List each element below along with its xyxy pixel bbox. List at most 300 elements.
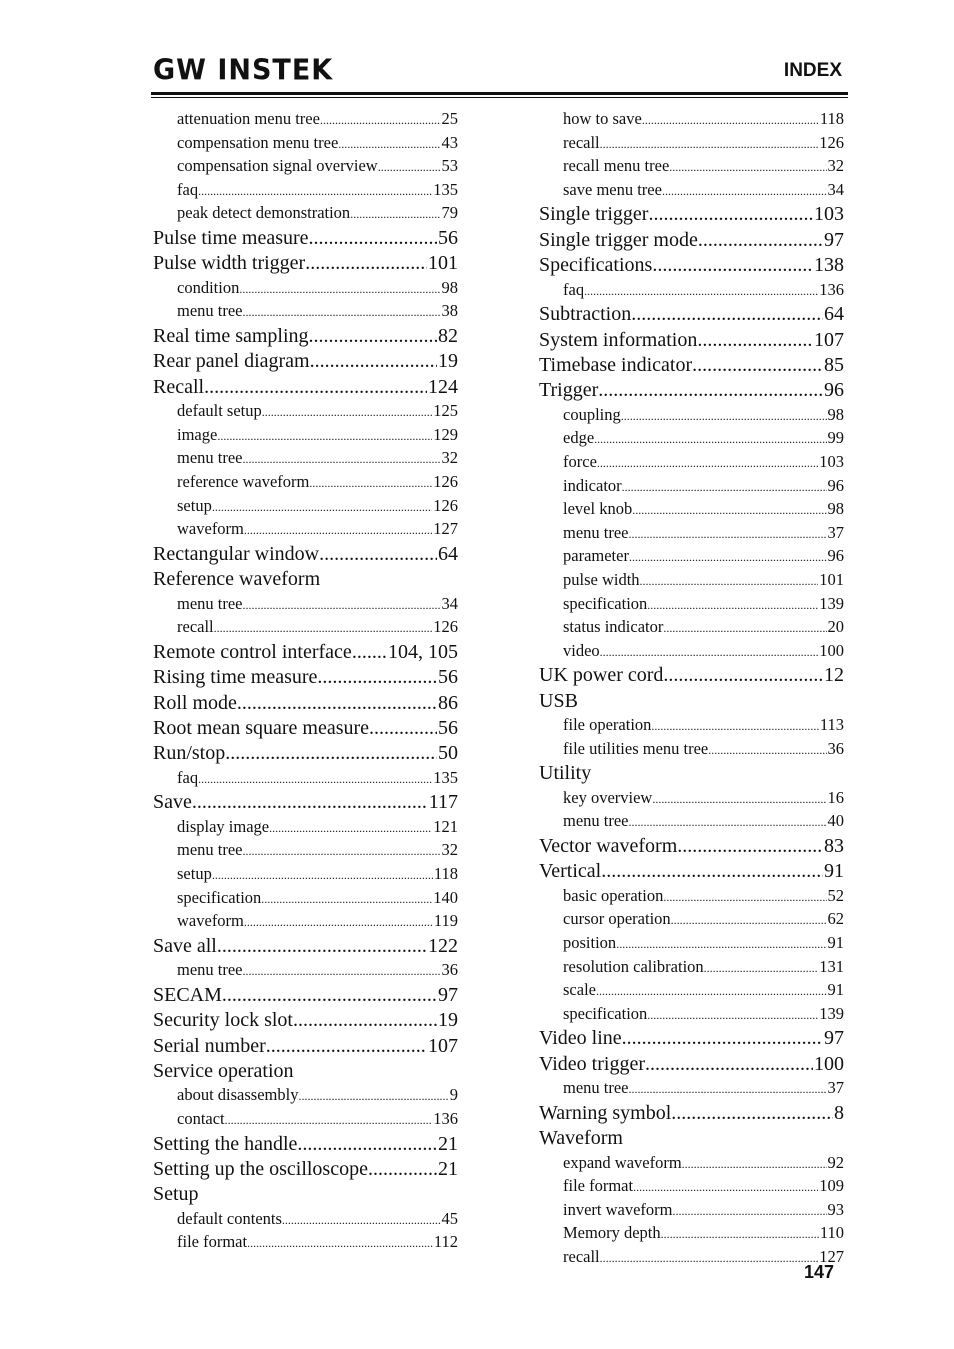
index-term: indicator <box>563 475 622 495</box>
index-term: Security lock slot <box>153 1009 293 1032</box>
index-entry <box>153 567 458 592</box>
index-term: Specifications <box>539 254 653 277</box>
index-subentry <box>153 593 458 617</box>
index-subentry <box>539 475 844 499</box>
index-term: pulse width <box>563 569 640 589</box>
dot-leader <box>632 499 826 522</box>
dot-leader <box>704 957 819 980</box>
index-page-ref: 34 <box>827 179 844 199</box>
index-entry <box>153 1182 458 1207</box>
dot-leader <box>663 617 826 640</box>
index-page-ref: 93 <box>827 1199 844 1219</box>
dot-leader <box>293 1008 437 1033</box>
index-subentry <box>539 498 844 522</box>
dot-leader <box>269 817 432 840</box>
index-term: faq <box>177 179 199 199</box>
index-term: Single trigger <box>539 203 649 226</box>
index-term: Serial number <box>153 1034 266 1057</box>
index-entry <box>153 983 458 1008</box>
index-subentry <box>539 279 844 303</box>
dot-leader <box>239 278 440 301</box>
dot-leader <box>647 1004 818 1027</box>
dot-leader <box>244 911 433 934</box>
dot-leader <box>645 1052 813 1077</box>
dot-leader <box>677 834 823 859</box>
index-page-ref: 86 <box>438 691 458 714</box>
dot-leader <box>214 617 433 640</box>
index-entry <box>153 349 458 374</box>
index-entry <box>153 1132 458 1157</box>
index-page-ref: 91 <box>827 980 844 1000</box>
index-entry <box>153 691 458 716</box>
dot-leader <box>310 349 437 374</box>
index-term: invert waveform <box>563 1199 673 1219</box>
index-subentry <box>539 810 844 834</box>
index-page-ref: 118 <box>433 863 458 883</box>
index-term: display image <box>177 816 270 836</box>
index-page-ref: 62 <box>827 909 844 929</box>
index-page-ref: 96 <box>827 546 844 566</box>
index-entry <box>153 716 458 741</box>
dot-leader <box>262 401 432 424</box>
index-page-ref: 52 <box>827 885 844 905</box>
index-page-ref: 64 <box>438 542 458 565</box>
index-page-ref: 100 <box>819 640 844 660</box>
index-subentry <box>153 1208 458 1232</box>
index-subentry <box>153 863 458 887</box>
index-subentry <box>539 451 844 475</box>
dot-leader <box>243 840 441 863</box>
dot-leader <box>597 452 818 475</box>
dot-leader <box>629 546 827 569</box>
index-term: file utilities menu tree <box>563 738 709 758</box>
index-term: USB <box>539 689 578 712</box>
index-page-ref: 140 <box>433 887 458 907</box>
index-subentry <box>153 424 458 448</box>
index-term: edge <box>563 428 595 448</box>
index-subentry <box>153 471 458 495</box>
dot-leader <box>243 448 441 471</box>
dot-leader <box>212 496 432 519</box>
dot-leader <box>598 378 823 403</box>
index-page-ref: 126 <box>433 471 458 491</box>
index-term: Rectangular window <box>153 542 320 565</box>
index-term: faq <box>177 767 199 787</box>
index-page-ref: 34 <box>441 593 458 613</box>
dot-leader <box>243 960 441 983</box>
index-page-ref: 107 <box>428 1034 458 1057</box>
index-page-ref: 122 <box>428 934 458 957</box>
index-subentry <box>539 132 844 156</box>
dot-leader <box>305 251 427 276</box>
index-page-ref: 92 <box>827 1152 844 1172</box>
index-term: recall <box>563 132 600 152</box>
index-entry <box>539 302 844 327</box>
index-entry <box>153 1034 458 1059</box>
index-subentry <box>153 616 458 640</box>
index-entry <box>539 328 844 353</box>
index-page-ref: 96 <box>824 379 844 402</box>
dot-leader <box>261 888 432 911</box>
index-subentry <box>539 1199 844 1223</box>
index-page-ref: 56 <box>438 666 458 689</box>
index-term: Vector waveform <box>539 834 678 857</box>
index-subentry <box>153 155 458 179</box>
index-term: reference waveform <box>177 471 310 491</box>
index-page-ref: 16 <box>827 787 844 807</box>
dot-leader <box>369 716 437 741</box>
dot-leader <box>647 594 818 617</box>
dot-leader <box>692 353 823 378</box>
dot-leader <box>204 375 427 400</box>
index-page-ref: 45 <box>441 1208 458 1228</box>
index-subentry <box>153 447 458 471</box>
index-subentry <box>153 816 458 840</box>
index-entry <box>539 1101 844 1126</box>
index-term: menu tree <box>563 522 629 542</box>
index-term: video <box>563 640 600 660</box>
dot-leader <box>631 302 823 327</box>
index-page-ref: 9 <box>449 1085 458 1105</box>
index-term: Pulse time measure <box>153 226 309 249</box>
index-subentry <box>539 908 844 932</box>
index-page-ref: 32 <box>441 840 458 860</box>
dot-leader <box>622 1026 823 1051</box>
index-term: recall <box>177 617 214 637</box>
index-term: waveform <box>177 519 244 539</box>
dot-leader <box>663 886 826 909</box>
dot-leader <box>663 663 823 688</box>
index-term: compensation menu tree <box>177 132 339 152</box>
dot-leader <box>600 641 819 664</box>
dot-leader <box>247 1232 433 1255</box>
index-page-ref: 121 <box>433 816 458 836</box>
index-page-ref: 82 <box>438 324 458 347</box>
index-page-ref: 125 <box>433 401 458 421</box>
index-page-ref: 118 <box>819 109 844 128</box>
page-number: 147 <box>803 1262 834 1282</box>
dot-leader <box>708 739 826 762</box>
index-subentry <box>539 404 844 428</box>
index-entry <box>153 324 458 349</box>
index-entry <box>153 226 458 251</box>
index-page-ref: 56 <box>438 226 458 249</box>
index-page-ref: 138 <box>814 254 844 277</box>
index-term: UK power cord <box>539 664 664 687</box>
index-page-ref: 129 <box>433 424 458 444</box>
index-term: expand waveform <box>563 1152 682 1172</box>
dot-leader <box>594 428 826 451</box>
index-page-ref: 110 <box>819 1223 844 1243</box>
dot-leader <box>584 280 818 303</box>
dot-leader <box>309 324 437 349</box>
index-term: file format <box>177 1232 248 1252</box>
index-page-ref: 98 <box>827 499 844 519</box>
index-term: resolution calibration <box>563 956 704 976</box>
index-term: Waveform <box>539 1127 623 1150</box>
dot-leader <box>320 109 441 132</box>
index-term: Service operation <box>153 1059 294 1082</box>
index-term: coupling <box>563 404 621 424</box>
index-subentry <box>153 1108 458 1132</box>
index-page-ref: 20 <box>827 617 844 637</box>
index-term: Timebase indicator <box>539 354 693 376</box>
dot-leader <box>600 1247 819 1270</box>
dot-leader <box>243 301 441 324</box>
index-page-ref: 126 <box>433 495 458 515</box>
index-term: position <box>563 932 617 952</box>
section-title: INDEX <box>783 60 842 81</box>
index-page-ref: 21 <box>438 1157 458 1180</box>
index-term: menu tree <box>177 593 243 613</box>
index-entry <box>153 1059 458 1084</box>
index-term: Save all <box>153 934 217 957</box>
header-rule-thick <box>151 92 848 95</box>
index-page-ref: 43 <box>441 132 458 152</box>
index-entry <box>153 542 458 567</box>
index-entry <box>539 834 844 859</box>
dot-leader <box>633 1176 818 1199</box>
dot-leader <box>669 156 826 179</box>
index-page-ref: 124 <box>428 375 458 398</box>
index-subentry <box>153 959 458 983</box>
index-subentry <box>539 932 844 956</box>
dot-leader <box>217 425 432 448</box>
index-term: Setting the handle <box>153 1132 298 1155</box>
index-term: image <box>177 424 218 444</box>
index-page-ref: 36 <box>441 960 458 980</box>
dot-leader <box>198 180 432 203</box>
index-page-ref: 19 <box>438 1009 458 1032</box>
index-entry <box>539 353 844 378</box>
index-entry <box>539 202 844 227</box>
dot-leader <box>697 328 813 353</box>
index-subentry <box>539 427 844 451</box>
dot-leader <box>671 1101 833 1126</box>
index-page-ref: 50 <box>438 742 458 765</box>
index-subentry <box>153 1084 458 1108</box>
dot-leader <box>662 180 827 203</box>
dot-leader <box>222 983 437 1008</box>
index-term: Recall <box>153 375 205 398</box>
dot-leader <box>309 226 437 251</box>
brand-logo: GW INSTEK <box>153 54 334 87</box>
index-page-ref: 100 <box>814 1052 844 1075</box>
index-term: contact <box>177 1108 225 1128</box>
dot-leader <box>652 788 826 811</box>
index-subentry <box>539 1077 844 1101</box>
index-subentry <box>539 1175 844 1199</box>
dot-leader <box>192 790 428 815</box>
index-subentry <box>153 887 458 911</box>
index-subentry <box>153 910 458 934</box>
index-page-ref: 85 <box>824 354 844 376</box>
dot-leader <box>698 228 823 253</box>
index-subentry <box>153 132 458 156</box>
index-term: Run/stop <box>153 742 226 765</box>
dot-leader <box>243 594 441 617</box>
index-page-ref: 98 <box>827 404 844 424</box>
index-term: Roll mode <box>153 691 237 714</box>
index-subentry <box>539 885 844 909</box>
index-term: setup <box>177 863 212 883</box>
index-term: specification <box>563 593 648 613</box>
index-page-ref: 136 <box>819 279 844 299</box>
index-term: file format <box>563 1176 634 1196</box>
index-entry <box>153 741 458 766</box>
dot-leader <box>621 405 827 428</box>
index-page-ref: 96 <box>827 475 844 495</box>
dot-leader <box>629 523 827 546</box>
index-term: Remote control interface <box>153 640 352 663</box>
index-term: Rear panel diagram <box>153 350 310 373</box>
index-term: default setup <box>177 401 262 421</box>
index-entry <box>153 790 458 815</box>
index-term: Real time sampling <box>153 324 309 347</box>
index-subentry <box>539 545 844 569</box>
dot-leader <box>600 133 819 156</box>
index-page-ref: 37 <box>827 1078 844 1098</box>
dot-leader <box>648 202 813 227</box>
dot-leader <box>642 109 819 132</box>
dot-leader <box>622 476 827 499</box>
dot-leader <box>217 934 427 959</box>
index-page-ref: 32 <box>441 448 458 468</box>
index-term: Memory depth <box>563 1223 661 1243</box>
index-page-ref: 97 <box>824 1027 844 1050</box>
index-subentry <box>539 640 844 664</box>
index-term: Utility <box>539 762 592 785</box>
index-entry <box>539 663 844 688</box>
index-subentry <box>539 616 844 640</box>
index-page-ref: 56 <box>438 716 458 739</box>
index-entry <box>153 251 458 276</box>
dot-leader <box>198 768 432 791</box>
index-term: menu tree <box>177 301 243 321</box>
index-page-ref: 91 <box>824 860 844 883</box>
index-term: setup <box>177 495 212 515</box>
dot-leader <box>225 741 437 766</box>
index-page-ref: 53 <box>441 156 458 176</box>
index-page-ref: 79 <box>441 203 458 223</box>
index-entry <box>539 378 844 403</box>
index-term: recall menu tree <box>563 156 670 176</box>
index-term: how to save <box>563 109 642 128</box>
index-term: scale <box>563 980 596 1000</box>
index-subentry <box>539 1003 844 1027</box>
index-page-ref: 8 <box>834 1101 844 1124</box>
index-term: status indicator <box>563 617 664 637</box>
index-term: save menu tree <box>563 179 662 199</box>
index-term: Single trigger mode <box>539 228 698 251</box>
index-term: Rising time measure <box>153 666 318 689</box>
index-subentry <box>539 1222 844 1246</box>
dot-leader <box>266 1034 427 1059</box>
index-page-ref: 32 <box>827 156 844 176</box>
index-term: Video line <box>539 1027 622 1050</box>
index-subentry <box>539 179 844 203</box>
index-subentry <box>153 277 458 301</box>
index-page-ref: 109 <box>819 1176 844 1196</box>
index-term: menu tree <box>563 1078 629 1098</box>
index-page-ref: 119 <box>433 911 458 931</box>
dot-leader <box>640 570 819 593</box>
index-page-ref: 139 <box>819 1003 844 1023</box>
index-term: basic operation <box>563 885 664 905</box>
dot-leader <box>671 909 827 932</box>
dot-leader <box>596 980 827 1003</box>
index-page-ref: 38 <box>441 301 458 321</box>
index-term: menu tree <box>177 840 243 860</box>
index-page-ref: 103 <box>819 452 844 471</box>
index-entry <box>539 859 844 884</box>
dot-leader <box>309 472 432 495</box>
index-term: peak detect demonstration <box>177 203 351 223</box>
index-page-ref: 97 <box>824 228 844 251</box>
index-page-ref: 136 <box>433 1108 458 1128</box>
index-page-ref: 127 <box>433 519 458 539</box>
index-page-ref: 64 <box>824 303 844 326</box>
index-page-ref: 91 <box>827 932 844 952</box>
index-term: default contents <box>177 1208 282 1228</box>
index-page-ref: 113 <box>819 715 844 735</box>
index-page-ref: 103 <box>814 203 844 226</box>
index-column-left <box>153 108 458 1255</box>
dot-leader <box>282 1209 441 1232</box>
index-page-ref: 37 <box>827 522 844 542</box>
dot-leader <box>661 1223 819 1246</box>
index-page-ref: 139 <box>819 593 844 613</box>
header-rule-thin <box>151 97 848 98</box>
dot-leader <box>225 1109 433 1132</box>
index-entry <box>153 640 458 665</box>
dot-leader <box>237 691 437 716</box>
index-term: specification <box>563 1003 648 1023</box>
index-page-ref: 83 <box>824 834 844 857</box>
index-page-ref: 107 <box>814 328 844 351</box>
index-page-ref: 25 <box>441 109 458 128</box>
index-entry <box>539 228 844 253</box>
index-term: menu tree <box>563 811 629 831</box>
dot-leader <box>298 1085 448 1108</box>
index-term: Root mean square measure <box>153 716 370 739</box>
dot-leader <box>368 1157 437 1182</box>
index-page-ref: 126 <box>433 617 458 637</box>
index-entry <box>153 1008 458 1033</box>
index-subentry <box>539 108 844 132</box>
index-subentry <box>153 202 458 226</box>
index-term: cursor operation <box>563 909 671 929</box>
index-term: condition <box>177 277 240 297</box>
index-page-ref: 99 <box>827 428 844 448</box>
index-page-ref: 126 <box>819 132 844 152</box>
index-page-ref: 19 <box>438 350 458 373</box>
index-entry <box>153 1157 458 1182</box>
dot-leader <box>651 715 818 738</box>
index-term: menu tree <box>177 448 243 468</box>
index-page-ref: 101 <box>428 252 458 275</box>
index-term: System information <box>539 328 698 351</box>
index-entry <box>153 665 458 690</box>
index-subentry <box>539 593 844 617</box>
index-page-ref: 36 <box>827 738 844 758</box>
index-term: level knob <box>563 499 633 519</box>
dot-leader <box>652 253 813 278</box>
dot-leader <box>629 1078 827 1101</box>
index-entry <box>153 934 458 959</box>
index-term: specification <box>177 887 262 907</box>
index-term: waveform <box>177 911 244 931</box>
